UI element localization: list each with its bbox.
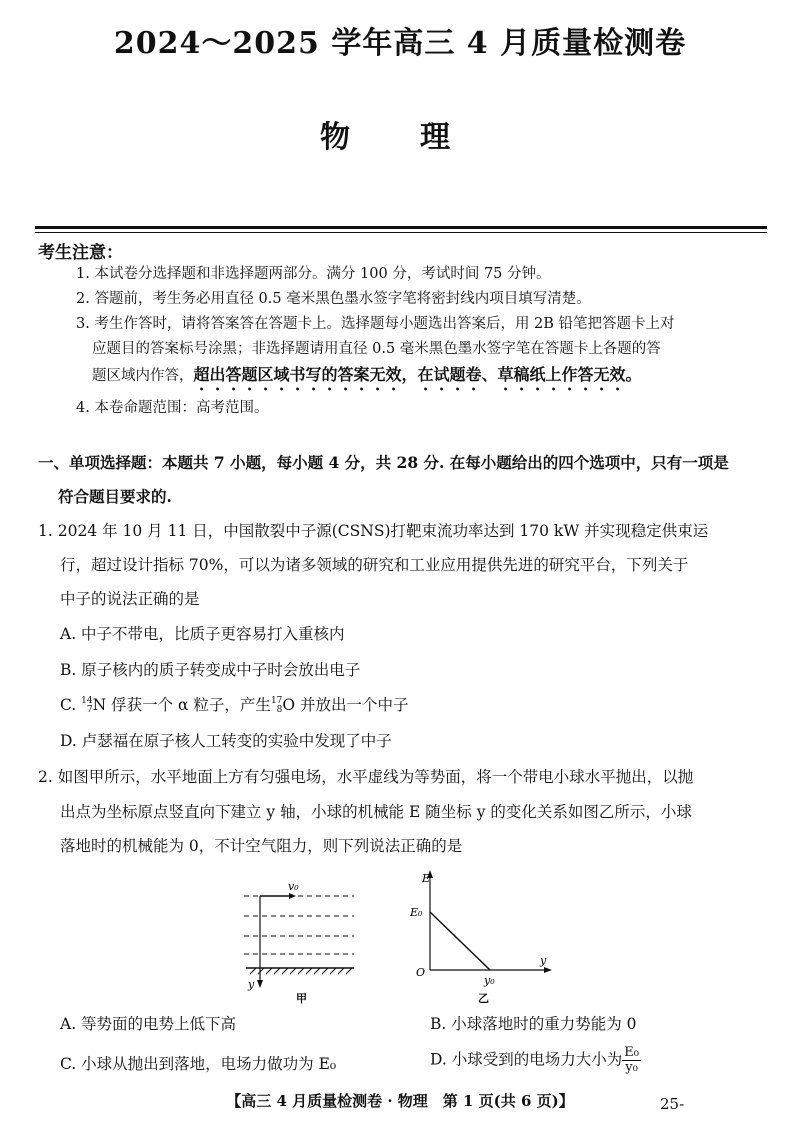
q1-option-c-end: 并放出一个中子 bbox=[295, 696, 409, 714]
oxygen-mass-number: 17 bbox=[270, 696, 283, 706]
q2-option-c: C. 小球从抛出到落地，电场力做功为 E₀ bbox=[60, 1055, 337, 1073]
page-footer: 【高三 4 月质量检测卷 · 物理 第 1 页(共 6 页)】 bbox=[226, 1092, 574, 1110]
oxygen-symbol: O bbox=[282, 696, 296, 714]
subject-title: 物理 bbox=[320, 120, 520, 155]
nitrogen-atomic-number: 7 bbox=[86, 705, 93, 715]
notice-item-3-tail: 题区域内作答， bbox=[92, 368, 194, 384]
velocity-label: v₀ bbox=[288, 880, 299, 893]
q1-option-a: A. 中子不带电，比质子更容易打入重核内 bbox=[60, 625, 345, 643]
q1-option-c-prefix: C. bbox=[60, 696, 82, 714]
oxygen-atomic-number: 8 bbox=[276, 705, 283, 715]
header-rule-thin bbox=[35, 232, 767, 233]
velocity-arrow-head bbox=[289, 893, 296, 899]
q1-stem-line2: 行，超过设计指标 70%，可以为诸多领域的研究和工业应用提供先进的研究平台，下列关于 bbox=[60, 556, 689, 574]
q1-stem-line3: 中子的说法正确的是 bbox=[60, 590, 200, 608]
q2-stem-line2: 出点为坐标原点竖直向下建立 y 轴，小球的机械能 E 随坐标 y 的变化关系如图乙所示，小球 bbox=[60, 803, 692, 821]
notice-item-4: 4. 本卷命题范围：高考范围。 bbox=[76, 400, 269, 416]
nitrogen-isotope-numbers bbox=[81, 697, 92, 715]
y0-label: y₀ bbox=[484, 974, 495, 987]
q1-option-b: B. 原子核内的质子转变成中子时会放出电子 bbox=[60, 661, 361, 679]
figure-yi-y-label: y bbox=[540, 954, 547, 967]
q1-option-d: D. 卢瑟福在原子核人工转变的实验中发现了中子 bbox=[60, 732, 392, 750]
oxygen-isotope-numbers bbox=[271, 697, 282, 715]
notice-emphasis: 超出答题区域书写的答案无效，在试题卷、草稿纸上作答无效。 bbox=[193, 365, 642, 384]
notice-item-1: 1. 本试卷分选择题和非选择题两部分。满分 100 分，考试时间 75 分钟。 bbox=[76, 266, 551, 282]
figure-yi-caption: 乙 bbox=[478, 992, 489, 1005]
notice-item-3-cont: 应题目的答案标号涂黑；非选择题请用直径 0.5 毫米黑色墨水签字笔在答题卡上各题的答 bbox=[92, 341, 661, 357]
force-fraction bbox=[622, 1046, 641, 1075]
notice-item-3-cont2 bbox=[92, 362, 782, 394]
figure-jia-y-label: y bbox=[248, 978, 255, 991]
origin-label: O bbox=[416, 966, 426, 979]
q1-option-c bbox=[60, 693, 409, 715]
q2-option-d bbox=[430, 1046, 641, 1075]
figure-yi bbox=[400, 866, 560, 1006]
notice-item-2: 2. 答题前，考生务必用直径 0.5 毫米黑色墨水签字笔将密封线内项目填写清楚。 bbox=[76, 291, 591, 307]
ground-hatch bbox=[250, 968, 352, 974]
y-axis-arrow-head-yi bbox=[544, 967, 552, 973]
section-heading: 一、单项选择题：本题共 7 小题，每小题 4 分，共 28 分. 在每小题给出的四个选项中，只有一项是 bbox=[38, 453, 729, 472]
notice-item-3: 3. 考生作答时，请将答案答在答题卡上。选择题每小题选出答案后，用 2B 铅笔把答题卡上对 bbox=[76, 316, 675, 332]
section-heading-cont: 符合题目要求的. bbox=[58, 487, 172, 506]
nitrogen-symbol: N bbox=[92, 696, 107, 714]
q2-option-b: B. 小球落地时的重力势能为 0 bbox=[430, 1015, 637, 1033]
fraction-denominator: y₀ bbox=[625, 1060, 638, 1075]
q2-option-d-prefix: D. 小球受到的电场力大小为 bbox=[430, 1050, 623, 1069]
energy-line bbox=[430, 912, 490, 970]
page-title: 2024～2025 学年高三 4 月质量检测卷 bbox=[113, 26, 687, 61]
q1-stem-line1: 1. 2024 年 10 月 11 日，中国散裂中子源(CSNS)打靶束流功率达到 170 kW 并实现稳定供束运 bbox=[38, 522, 709, 540]
figure-jia bbox=[236, 876, 366, 1006]
paper-code: 25- bbox=[660, 1095, 685, 1113]
q1-option-c-mid: 俘获一个 α 粒子，产生 bbox=[106, 696, 271, 714]
figure-jia-caption: 甲 bbox=[296, 992, 307, 1005]
e0-label: E₀ bbox=[410, 906, 423, 919]
q2-stem-line3: 落地时的机械能为 0，不计空气阻力，则下列说法正确的是 bbox=[60, 837, 463, 855]
nitrogen-mass-number: 14 bbox=[81, 696, 93, 706]
q2-stem-line1: 2. 如图甲所示，水平地面上方有匀强电场，水平虚线为等势面，将一个带电小球水平抛出，以抛 bbox=[38, 768, 694, 786]
header-rule bbox=[35, 226, 767, 229]
notice-heading: 考生注意： bbox=[38, 243, 123, 263]
y-axis-arrow-head bbox=[257, 980, 263, 988]
fraction-numerator: E₀ bbox=[624, 1045, 639, 1060]
e-axis-label: E bbox=[422, 872, 431, 885]
q2-option-a: A. 等势面的电势上低下高 bbox=[60, 1015, 237, 1033]
